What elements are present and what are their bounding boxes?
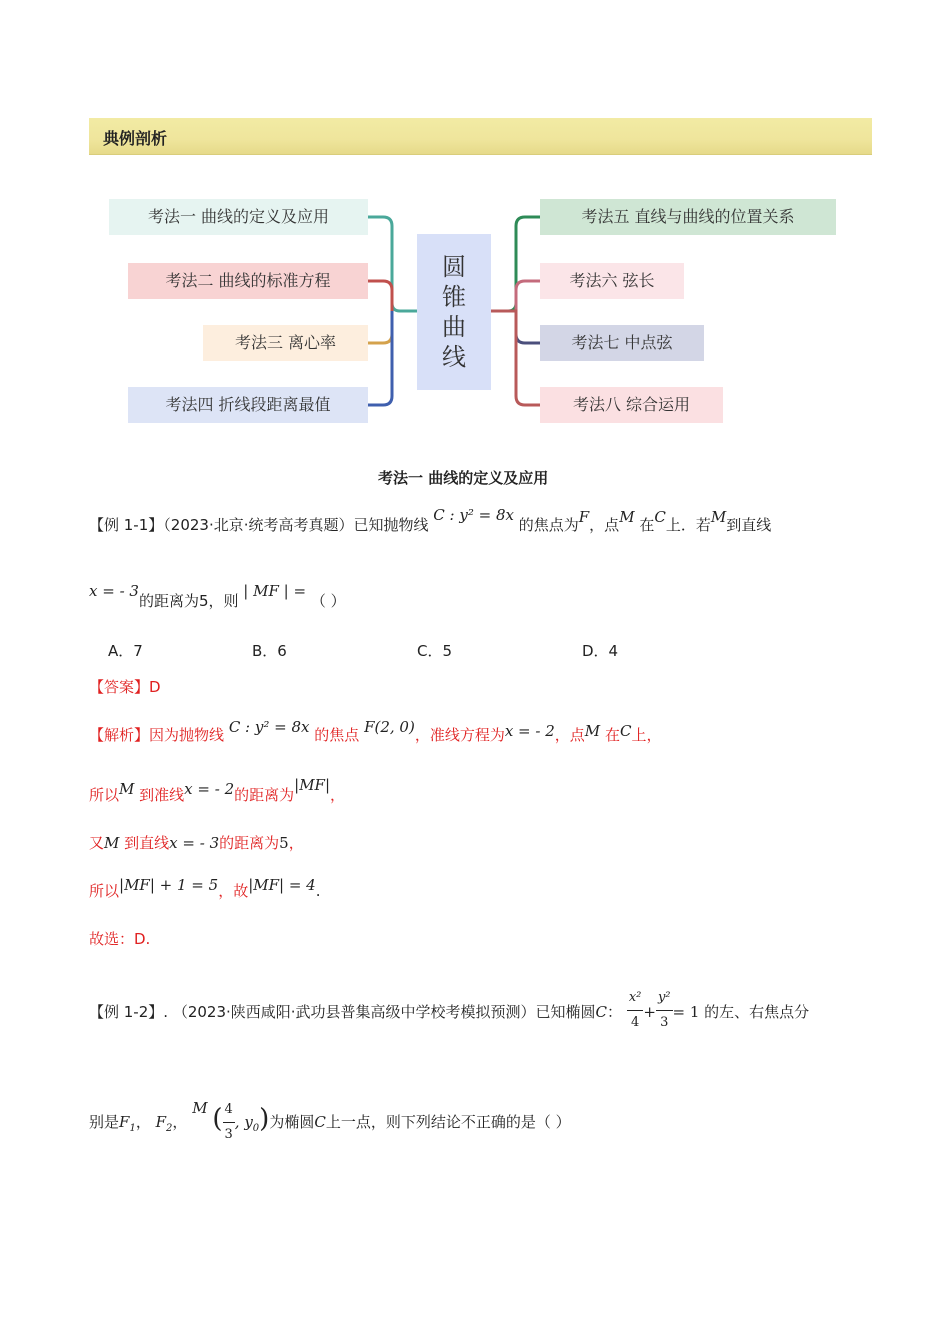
- parabola-equation: C : y² = 8x: [433, 506, 514, 524]
- math-symbol: M: [584, 722, 601, 740]
- text: 上．若: [665, 516, 711, 534]
- connector-left-4: [368, 311, 392, 405]
- connector-right-4: [491, 311, 540, 405]
- mindmap-node-right-1: 考法五 直线与曲线的位置关系: [540, 199, 836, 235]
- text: 所以: [89, 786, 120, 804]
- example-label: 【例 1-2】: [89, 1003, 164, 1021]
- line-equation: x = - 3: [169, 834, 220, 852]
- mindmap-node-left-2: 考法二 曲线的标准方程: [128, 263, 368, 299]
- mf-expression: |MF|: [294, 776, 331, 794]
- section-title: 典例剖析: [103, 129, 168, 148]
- directrix: x = - 2: [184, 780, 235, 798]
- text: 的焦点: [314, 726, 360, 744]
- math-symbol: M: [192, 1099, 208, 1117]
- math-symbol: M: [104, 834, 120, 852]
- text: 在: [604, 726, 620, 744]
- focus-point: F(2, 0): [364, 718, 415, 736]
- math-symbol: C: [314, 1113, 326, 1131]
- text: 在: [639, 516, 655, 534]
- text: 因为抛物线: [149, 726, 225, 744]
- analysis-line-3: [89, 832, 304, 854]
- fraction-four-thirds: [223, 1098, 235, 1147]
- math-symbol: F: [119, 1113, 130, 1131]
- center-char: 圆: [442, 253, 466, 281]
- text: 所以: [89, 882, 120, 900]
- center-char: 曲: [442, 313, 466, 341]
- connector-left-3: [368, 311, 392, 343]
- text: 的距离为: [219, 834, 280, 852]
- operator: +: [643, 1003, 656, 1021]
- example-source: （2023·北京·统考高考真题）已知抛物线: [163, 516, 429, 534]
- analysis-line-1: [89, 718, 662, 746]
- mindmap-center: [417, 234, 491, 390]
- mindmap-node-right-2: 考法六 弦长: [540, 263, 684, 299]
- math-symbol: M: [619, 508, 635, 526]
- math-symbol: F: [155, 1113, 167, 1131]
- text: 又: [89, 834, 105, 852]
- paren-right: ): [259, 1104, 270, 1134]
- fraction-y: [656, 986, 673, 1035]
- analysis-label: 【解析】: [89, 726, 150, 744]
- parabola-equation: C : y² = 8x: [228, 718, 310, 736]
- denominator: 4: [630, 1015, 640, 1030]
- connector-left-2: [368, 281, 392, 311]
- subscript: 0: [252, 1123, 260, 1134]
- subscript: 2: [166, 1123, 173, 1134]
- line-equation: x = - 3: [89, 582, 139, 600]
- text: 的距离为: [234, 786, 295, 804]
- math-symbol: M: [710, 508, 727, 526]
- math-symbol: C: [595, 1003, 608, 1021]
- equation: = 1: [672, 1003, 700, 1021]
- numerator: y²: [656, 986, 673, 1011]
- conclusion: 故选：D.: [89, 930, 151, 948]
- focus-f1: [119, 1113, 136, 1134]
- y0: [234, 1113, 260, 1134]
- subscript: 1: [129, 1123, 136, 1134]
- center-char: 线: [442, 343, 466, 371]
- text: 上一点，则下列结论不正确的是（ ）: [325, 1113, 571, 1131]
- fraction-x: [627, 986, 644, 1035]
- text: 为椭圆: [269, 1113, 315, 1131]
- distance-value: 5: [279, 834, 289, 852]
- mindmap-node-right-4: 考法八 综合运用: [540, 387, 723, 423]
- text: ，: [135, 1113, 151, 1131]
- text: 别是: [89, 1113, 120, 1131]
- center-char: 锥: [442, 283, 466, 311]
- math-symbol: , y: [234, 1113, 253, 1131]
- math-symbol: F: [578, 508, 590, 526]
- directrix: x = - 2: [504, 722, 555, 740]
- point-m: [192, 1099, 207, 1117]
- example-label: 【例 1-1】: [89, 516, 164, 534]
- text: .: [315, 882, 321, 900]
- mf-expression: | MF | =: [243, 582, 307, 600]
- text: ，故: [218, 882, 249, 900]
- text: 上，: [631, 726, 662, 744]
- example-1-1-line-2: [89, 582, 346, 612]
- text: ，准线方程为: [414, 726, 505, 744]
- denominator: 3: [660, 1015, 669, 1030]
- option-c: C．5: [417, 642, 453, 660]
- text: 的距离为5，则: [138, 592, 239, 610]
- text: 的焦点为: [518, 516, 579, 534]
- method-heading: 考法一 曲线的定义及应用: [378, 469, 549, 487]
- example-1-2-line-2: [89, 1098, 571, 1147]
- equation: |MF| + 1 = 5: [119, 876, 219, 894]
- text: 的左、右焦点分: [704, 1003, 810, 1021]
- example-1-2-line-1: [89, 988, 809, 1037]
- answer-blank: （ ）: [310, 592, 346, 610]
- example-1-1-line-1: [89, 506, 772, 536]
- example-source: . （2023·陕西咸阳·武功县普集高级中学校考模拟预测）已知椭圆: [163, 1003, 596, 1021]
- text: ：: [607, 1003, 623, 1021]
- numerator: 4: [223, 1098, 235, 1123]
- mindmap-node-left-1: 考法一 曲线的定义及应用: [109, 199, 368, 235]
- equation: |MF| = 4: [248, 876, 316, 894]
- denominator: 3: [224, 1127, 233, 1142]
- answer: 【答案】D: [89, 678, 161, 696]
- mindmap-node-right-3: 考法七 中点弦: [540, 325, 704, 361]
- text: 到直线: [124, 834, 170, 852]
- analysis-line-2: [89, 776, 346, 806]
- analysis-line-4: [89, 876, 321, 902]
- text: 到直线: [726, 516, 772, 534]
- focus-f2: [155, 1113, 173, 1134]
- text: ，点: [554, 726, 585, 744]
- math-symbol: C: [654, 508, 666, 526]
- text: ，: [172, 1113, 188, 1131]
- text: ，: [330, 786, 346, 804]
- mindmap-node-left-3: 考法三 离心率: [203, 325, 368, 361]
- connector-right-2: [491, 281, 540, 311]
- math-symbol: M: [119, 780, 135, 798]
- option-b: B．6: [252, 642, 287, 660]
- text: 到准线: [139, 786, 185, 804]
- paren-left: (: [212, 1104, 223, 1134]
- option-d: D．4: [582, 642, 619, 660]
- math-symbol: C: [619, 722, 632, 740]
- option-a: A．7: [108, 642, 143, 660]
- text: ，: [288, 834, 304, 852]
- numerator: x²: [627, 986, 644, 1011]
- mindmap-node-left-4: 考法四 折线段距离最值: [128, 387, 368, 423]
- text: ，点: [589, 516, 620, 534]
